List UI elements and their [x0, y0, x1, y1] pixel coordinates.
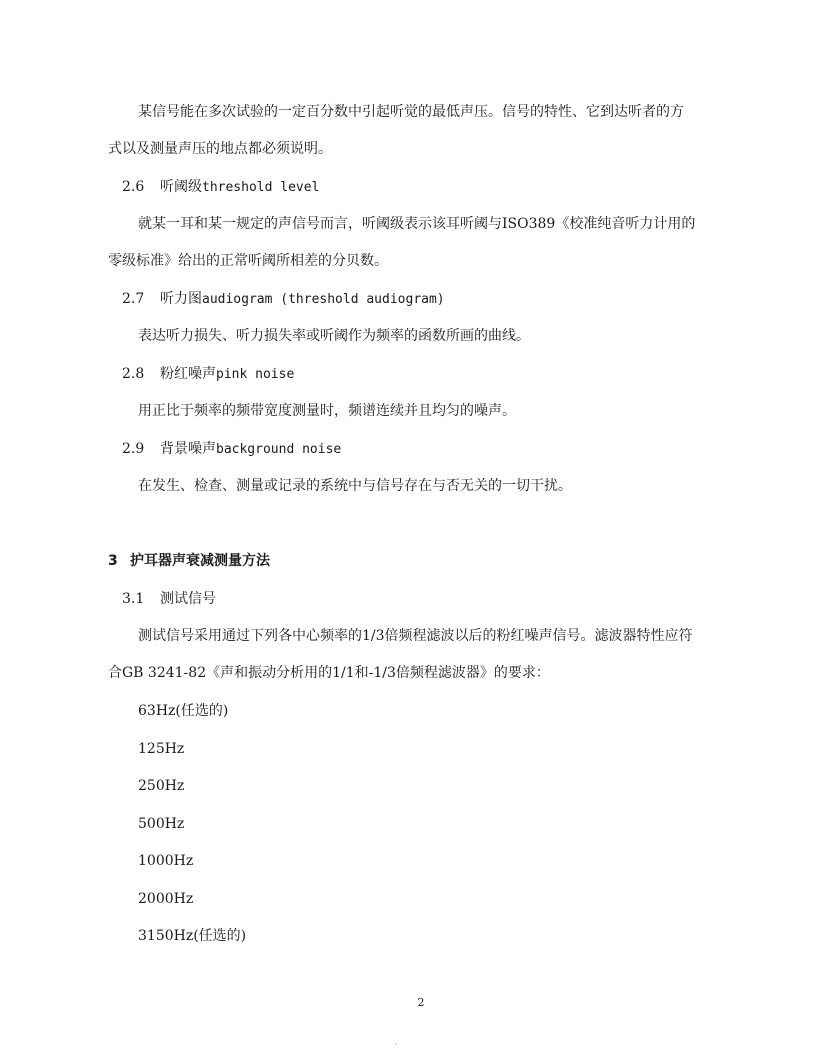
section-number: 2.6: [122, 179, 145, 195]
page-number: 2: [417, 996, 425, 1009]
section-2-8-heading: [122, 365, 294, 384]
section-number: 3.1: [122, 591, 145, 607]
section-title-cn: 听力图: [160, 291, 202, 307]
paragraph-3: 表达听力损失、听力损失率或听阈作为频率的函数所画的曲线。: [138, 328, 530, 344]
paragraph-4: 用正比于频率的频带宽度测量时，频谱连续并且均匀的噪声。: [138, 403, 516, 419]
section-number: 2.9: [122, 441, 145, 457]
section-title-en: audiogram (threshold audiogram): [202, 292, 445, 307]
chapter-3-heading: [108, 552, 270, 570]
paragraph-2-line-1: 就某一耳和某一规定的声信号而言，听阈级表示该耳听阈与ISO389《校准纯音听力计用的: [138, 216, 696, 232]
frequency-item: 125Hz: [138, 741, 185, 757]
paragraph-1-line-1: 某信号能在多次试验的一定百分数中引起听觉的最低声压。信号的特性、它到达听者的方: [138, 104, 684, 120]
section-title: 测试信号: [160, 591, 216, 607]
paragraph-5: 在发生、检查、测量或记录的系统中与信号存在与否无关的一切干扰。: [138, 478, 572, 494]
paragraph-2-line-2: 零级标准》给出的正常听阈所相差的分贝数。: [108, 253, 388, 269]
paragraph-6-line-2: 合GB 3241-82《声和振动分析用的1/1和-1/3倍频程滤波器》的要求：: [108, 665, 550, 681]
footer-mark: ·: [395, 1040, 398, 1049]
chapter-number: 3: [108, 553, 118, 569]
paragraph-6-line-1: 测试信号采用通过下列各中心频率的1/3倍频程滤波以后的粉红噪声信号。滤波器特性应符: [138, 628, 693, 644]
section-number: 2.8: [122, 366, 145, 382]
section-title-en: threshold level: [202, 180, 320, 195]
section-2-9-heading: [122, 440, 341, 459]
section-title-en: background noise: [216, 442, 342, 457]
paragraph-1-line-2: 式以及测量声压的地点都必须说明。: [108, 141, 332, 157]
frequency-item: 500Hz: [138, 816, 185, 832]
section-number: 2.7: [122, 291, 145, 307]
section-title-cn: 粉红噪声: [160, 366, 216, 382]
frequency-item: 3150Hz(任选的): [138, 928, 247, 944]
frequency-item: 63Hz(任选的): [138, 703, 229, 719]
section-title-cn: 背景噪声: [160, 441, 216, 457]
section-title-en: pink noise: [216, 367, 295, 382]
section-2-6-heading: [122, 178, 319, 197]
frequency-item: 250Hz: [138, 778, 185, 794]
section-title-cn: 听阈级: [160, 179, 202, 195]
frequency-item: 1000Hz: [138, 853, 194, 869]
section-2-7-heading: [122, 290, 445, 309]
section-3-1-heading: [122, 590, 216, 608]
chapter-title: 护耳器声衰减测量方法: [130, 553, 270, 569]
frequency-item: 2000Hz: [138, 891, 194, 907]
